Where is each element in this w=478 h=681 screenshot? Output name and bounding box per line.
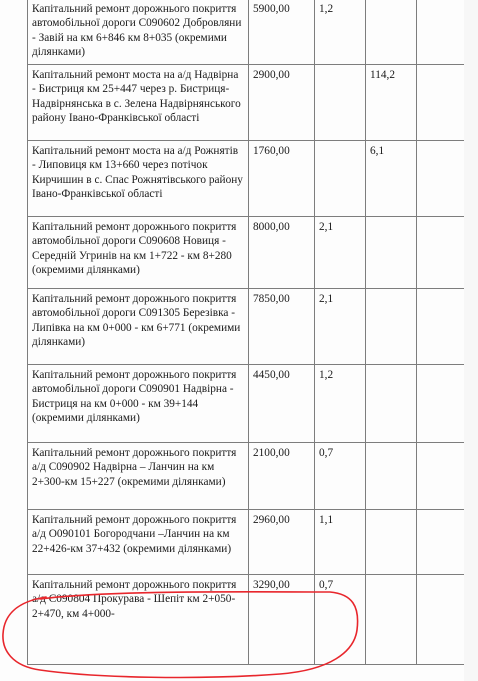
row-description-cell: [28, 141, 249, 217]
row-bridge-length-cell: [366, 65, 417, 141]
table-row: [28, 365, 478, 443]
row-amount-cell: [249, 0, 315, 65]
road-repair-table: [27, 0, 478, 665]
row-bridge-length-cell: [366, 510, 417, 575]
row-bridge-length-cell: [366, 443, 417, 510]
row-length-km-cell: [315, 65, 366, 141]
row-description: Капітальний ремонт дорожнього покриття автомобільної дороги С090602 Добровляни - Завій на км 6+846 км 8+035 (окремими ділянками): [32, 3, 242, 59]
row-amount: 4450,00: [253, 369, 290, 381]
row-bridge-length: 6,1: [370, 145, 385, 157]
table-row: [28, 217, 478, 289]
row-amount-cell: [249, 65, 315, 141]
row-amount: 2100,00: [253, 447, 290, 459]
row-amount: 2900,00: [253, 69, 290, 81]
row-length-km: 1,2: [319, 3, 334, 15]
row-description: Капітальний ремонт дорожнього покриття а/д С090804 Прокурава - Шепіт км 2+050-2+470, км 4+000-: [32, 579, 237, 620]
row-amount-cell: [249, 141, 315, 217]
table-row: [28, 65, 478, 141]
row-length-km: 1,1: [319, 514, 334, 526]
row-bridge-length-cell: [366, 365, 417, 443]
row-length-km-cell: [315, 217, 366, 289]
row-bridge-length-cell: [366, 217, 417, 289]
row-description-cell: [28, 217, 249, 289]
row-amount: 5900,00: [253, 3, 290, 15]
row-length-km-cell: [315, 510, 366, 575]
row-description: Капітальний ремонт дорожнього покриття автомобільної дороги С090901 Надвірна - Бистриця на км 0+000 - км 39+144 (окремими ділянками): [32, 369, 237, 425]
row-length-km-cell: [315, 141, 366, 217]
table-row: [28, 443, 478, 510]
row-description-cell: [28, 65, 249, 141]
table-row: [28, 575, 478, 665]
row-amount: 8000,00: [253, 221, 290, 233]
row-description-cell: [28, 289, 249, 365]
page-right-margin: [464, 0, 478, 681]
row-length-km: 2,1: [319, 293, 334, 305]
table-row: [28, 289, 478, 365]
row-description-cell: [28, 365, 249, 443]
row-bridge-length-cell: [366, 289, 417, 365]
row-amount-cell: [249, 575, 315, 665]
row-description: Капітальний ремонт дорожнього покриття автомобільної дороги С090608 Новиця - Середній Угринів на км 1+722 - км 8+280 (окремими ділянками): [32, 221, 237, 277]
row-amount-cell: [249, 365, 315, 443]
row-description: Капітальний ремонт дорожнього покриття а/д О090101 Богородчани –Ланчин на км 22+426-км 37+432 (окремими ділянками): [32, 514, 237, 555]
row-description: Капітальний ремонт дорожнього покриття автомобільної дороги С091305 Березівка - Липівка на км 0+000 - км 6+771 (окремими ділянками): [32, 293, 241, 349]
row-length-km-cell: [315, 443, 366, 510]
table-row: [28, 141, 478, 217]
row-length-km: 1,2: [319, 369, 334, 381]
table-body: [28, 0, 478, 665]
table-row: [28, 510, 478, 575]
row-description: Капітальний ремонт дорожнього покриття а/д С090902 Надвірна – Ланчин на км 2+300-км 15+227 (окремими ділянками): [32, 447, 237, 488]
row-amount: 3290,00: [253, 579, 290, 591]
row-length-km-cell: [315, 0, 366, 65]
row-length-km-cell: [315, 575, 366, 665]
table-row: [28, 0, 478, 65]
row-amount: 2960,00: [253, 514, 290, 526]
row-bridge-length-cell: [366, 575, 417, 665]
row-description-cell: [28, 510, 249, 575]
row-amount-cell: [249, 510, 315, 575]
row-amount-cell: [249, 289, 315, 365]
row-amount-cell: [249, 443, 315, 510]
row-bridge-length: 114,2: [370, 69, 395, 81]
row-length-km: 0,7: [319, 579, 334, 591]
row-description-cell: [28, 0, 249, 65]
row-bridge-length-cell: [366, 141, 417, 217]
row-length-km: 0,7: [319, 447, 334, 459]
row-amount: 7850,00: [253, 293, 290, 305]
row-length-km-cell: [315, 289, 366, 365]
row-amount: 1760,00: [253, 145, 290, 157]
row-length-km: 2,1: [319, 221, 334, 233]
row-description: Капітальний ремонт моста на а/д Рожнятів - Липовиця км 13+660 через потічок Кирчишин в с. Спас Рожнятівського району Івано-Франківської області: [32, 145, 243, 201]
row-length-km-cell: [315, 365, 366, 443]
row-description-cell: [28, 575, 249, 665]
row-bridge-length-cell: [366, 0, 417, 65]
row-description: Капітальний ремонт моста на а/д Надвірна - Бистриця км 25+447 через р. Бистриця-Надвірнянська в с. Зелена Надвірнянського району Івано-Франківської області: [32, 69, 241, 125]
row-amount-cell: [249, 217, 315, 289]
row-description-cell: [28, 443, 249, 510]
